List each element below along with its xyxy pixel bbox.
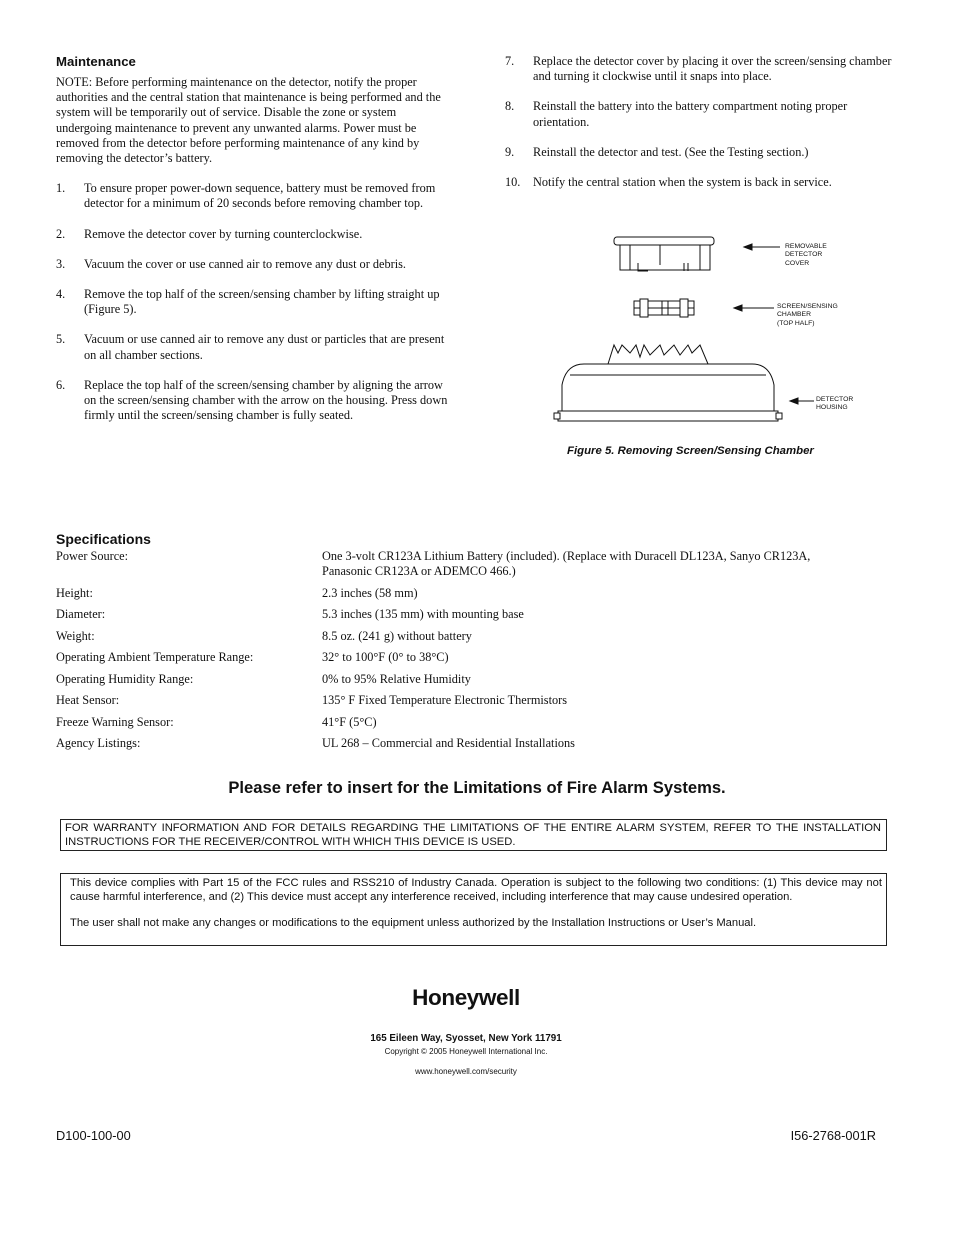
step-number: 4. [56,287,66,302]
document-number-left: D100-100-00 [56,1128,131,1143]
spec-row [56,650,906,665]
maintenance-step [56,378,450,424]
copyright-notice: Copyright © 2005 Honeywell International Inc. [384,1047,548,1056]
spec-label: Agency Listings: [56,736,141,751]
step-number: 3. [56,256,66,271]
spec-value: UL 268 – Commercial and Residential Installations [322,736,575,751]
spec-value: 5.3 inches (135 mm) with mounting base [322,607,524,622]
spec-row [56,607,906,622]
step-number: 2. [56,226,66,241]
maintenance-steps-right [505,54,905,190]
step-text: Reinstall the detector and test. (See the Testing section.) [533,144,809,159]
step-text: Vacuum or use canned air to remove any dust or particles that are present on all chamber sections. [84,332,445,362]
step-text: Replace the top half of the screen/sensing chamber by aligning the arrow on the screen/sensing chamber with the arrow on the housing. Press down firmly until the screen/sensing chamber is fully seated. [84,377,448,423]
maintenance-step [56,332,450,362]
maintenance-step [56,227,450,242]
step-number: 9. [505,144,515,159]
document-number-right: I56-2768-001R [790,1128,876,1143]
spec-row [56,629,906,644]
spec-value: 41°F (5°C) [322,714,377,729]
fcc-compliance-text: This device complies with Part 15 of the FCC rules and RSS210 of Industry Canada. Operation is subject to the following two conditions: (1) This device may not cause harmful interference, and (2) This device must accept any interference received, including interference that may cause undesired operation. [70,877,882,903]
step-text: To ensure proper power-down sequence, battery must be removed from detector for a minimum of 20 seconds before removing chamber top. [84,181,436,211]
maintenance-step [505,175,905,190]
spec-label: Heat Sensor: [56,693,120,708]
step-text: Notify the central station when the system is back in service. [533,175,832,190]
spec-value: 2.3 inches (58 mm) [322,585,418,600]
step-number: 6. [56,377,66,392]
figure-caption: Figure 5. Removing Screen/Sensing Chamber [567,445,814,457]
spec-value: 0% to 95% Relative Humidity [322,671,471,686]
removable-detector-cover-drawing [614,237,714,271]
website-link[interactable]: www.honeywell.com/security [415,1067,517,1076]
honeywell-logo: Honeywell [412,985,520,1010]
spec-row [56,693,906,708]
step-text: Replace the detector cover by placing it over the screen/sensing chamber and turning it clockwise until it snaps into place. [533,54,892,84]
step-number: 5. [56,332,66,347]
limitations-notice: Please refer to insert for the Limitations of Fire Alarm Systems. [228,778,726,797]
maintenance-step [505,99,905,129]
maintenance-heading: Maintenance [56,54,136,69]
maintenance-step [505,54,905,84]
spec-row [56,549,906,579]
maintenance-step [56,257,450,272]
specifications-section [56,531,906,758]
step-text: Remove the detector cover by turning counterclockwise. [84,226,363,241]
label-screen-sensing-chamber: SCREEN/SENSING CHAMBER (TOP HALF) [777,303,838,327]
label-detector-housing: DETECTOR HOUSING [816,396,854,412]
specifications-heading: Specifications [56,531,151,547]
warranty-notice-text: FOR WARRANTY INFORMATION AND FOR DETAILS REGARDING THE LIMITATIONS OF THE ENTIRE ALARM SYSTEM, REFER TO THE INSTALLATION INSTRUCTIONS FOR THE RECEIVER/CONTROL WITH WHICH THIS DEVICE IS USED. [65,822,881,848]
step-text: Vacuum the cover or use canned air to remove any dust or debris. [84,256,407,271]
maintenance-step [56,287,450,317]
maintenance-step [505,145,905,160]
spec-value: 32° to 100°F (0° to 38°C) [322,650,449,665]
maintenance-section [56,54,450,438]
spec-value: One 3-volt CR123A Lithium Battery (included). (Replace with Duracell DL123A, Sanyo CR123A, Panasonic CR123A or ADEMCO 466.) [322,549,811,579]
screen-sensing-chamber-drawing [634,299,694,317]
spec-label: Power Source: [56,549,129,563]
spec-row [56,586,906,601]
label-removable-detector-cover: REMOVABLE DETECTOR COVER [785,243,827,267]
spec-label: Weight: [56,628,95,643]
spec-label: Diameter: [56,607,106,622]
spec-row [56,736,906,751]
step-number: 1. [56,181,66,196]
spec-value: 135° F Fixed Temperature Electronic Thermistors [322,693,568,708]
spec-row [56,715,906,730]
warranty-notice-box [60,819,887,851]
maintenance-step [56,181,450,211]
spec-label: Freeze Warning Sensor: [56,714,174,729]
maintenance-continued [505,54,905,205]
step-number: 7. [505,54,515,68]
spec-row [56,672,906,687]
fcc-compliance-box [60,873,887,946]
detector-housing-drawing [554,345,782,421]
step-number: 10. [505,175,521,190]
maintenance-steps-left [56,181,450,423]
maintenance-note: NOTE: Before performing maintenance on the detector, notify the proper authorities and the central station that maintenance is being performed and the system will be temporarily out of service. Disable the zone or system undergoing maintenance to prevent any unwanted alarms. Power must be removed from the detector before performing maintenance of any kind by removing the detector’s battery. [56,75,441,166]
step-number: 8. [505,99,515,114]
spec-value: 8.5 oz. (241 g) without battery [322,628,472,643]
spec-label: Operating Ambient Temperature Range: [56,650,254,665]
step-text: Reinstall the battery into the battery compartment noting proper orientation. [533,99,848,129]
spec-label: Height: [56,585,93,600]
spec-label: Operating Humidity Range: [56,671,194,686]
company-address: 165 Eileen Way, Syosset, New York 11791 [370,1033,562,1044]
step-text: Remove the top half of the screen/sensing chamber by lifting straight up (Figure 5). [84,287,440,317]
modification-warning-text: The user shall not make any changes or modifications to the equipment unless authorized by the Installation Instructions or User’s Manual. [70,916,757,929]
specifications-table [56,549,906,751]
